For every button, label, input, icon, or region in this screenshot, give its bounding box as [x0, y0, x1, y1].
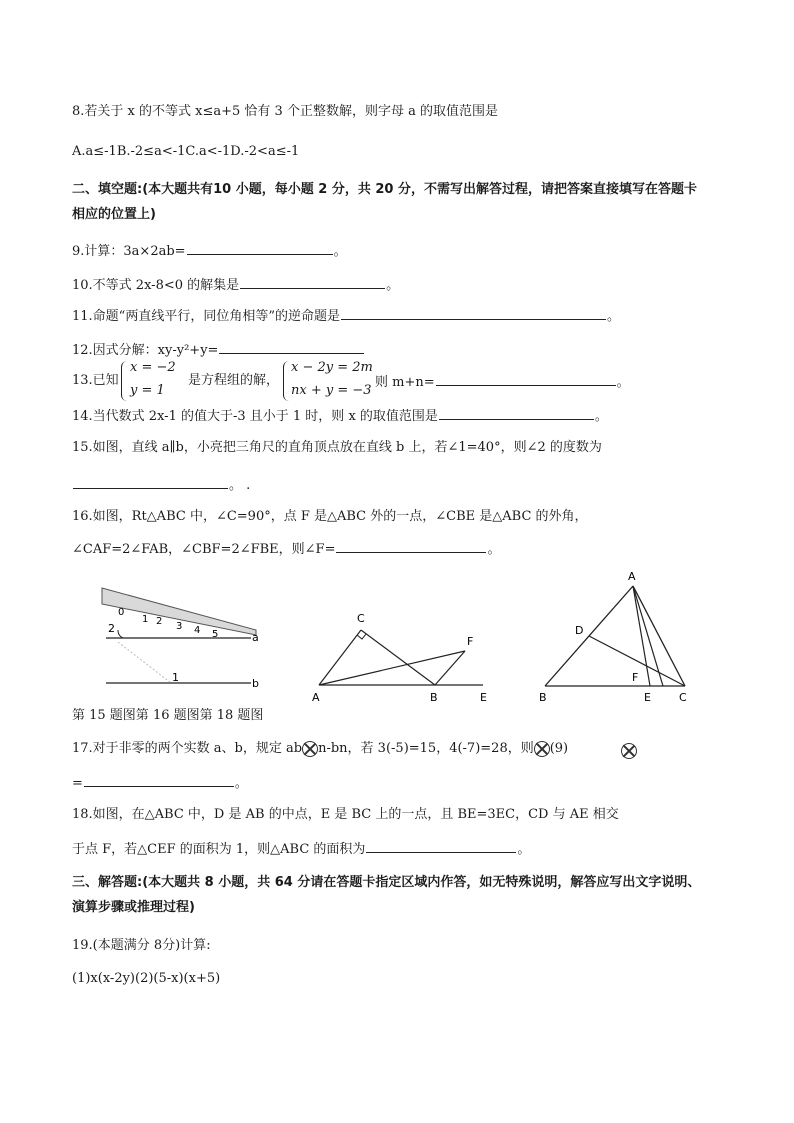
q9-suffix: 。: [333, 244, 347, 259]
fig15-label-b: b: [252, 677, 259, 690]
q17-line2: [72, 773, 248, 793]
section3-heading-line1: 三、解答题:(本大题共 8 小题，共 64 分请在答题卡指定区域内作答，如无特殊说明，解答应写出文字说明、: [72, 875, 701, 890]
q13-brace-1: [121, 361, 128, 401]
fig15-mark-4: 4: [194, 625, 201, 636]
q12-text: 12.因式分解：xy-y²+y=: [72, 343, 219, 358]
q13-prefix: 13.已知: [72, 373, 119, 388]
q17-answer-blank[interactable]: [84, 773, 234, 787]
fig16-label-C: C: [357, 612, 365, 625]
fig15-mark-1: 1: [142, 614, 149, 625]
q16-line2: [72, 539, 501, 559]
q13-sys1-eq1: x = −2: [130, 360, 176, 375]
q17-text-a: 17.对于非零的两个实数 a、b，规定 ab: [72, 741, 303, 756]
q17-suffix: 。: [234, 776, 248, 791]
fig16-side-CB: [361, 630, 435, 685]
section2-heading-line1: 二、填空题:(本大题共有10 小题，每小题 2 分，共 20 分，不需写出解答过程，请把答案直接填写在答题卡: [72, 182, 697, 197]
q15-answer-blank[interactable]: [73, 475, 228, 489]
fig15-mark-3: 3: [176, 621, 183, 632]
q16-answer-blank[interactable]: [336, 539, 486, 553]
q19-items: (1)x(x-2y)(2)(5-x)(x+5): [72, 971, 221, 986]
q16-suffix: 。: [487, 542, 501, 557]
fig16-label-A: A: [312, 691, 320, 704]
q15-suffix: 。 .: [229, 478, 251, 493]
fig16-line-BF: [435, 651, 465, 685]
q13-middle: 是方程组的解，: [188, 373, 280, 388]
q10-text: 10.不等式 2x-8<0 的解集是: [72, 278, 240, 293]
fig18-label-D: D: [575, 624, 584, 637]
q11: [72, 306, 620, 326]
section3-heading-line2: 演算步骤或推理过程): [72, 900, 195, 915]
fig15-label-a: a: [252, 631, 259, 644]
q13-sys1-eq2: y = 1: [130, 383, 165, 398]
fig18-label-F: F: [632, 671, 639, 684]
q9: [72, 241, 347, 261]
fig15-angle2-arc: [118, 630, 123, 638]
q17-equals: =: [72, 776, 83, 791]
q14-suffix: 。: [594, 409, 608, 424]
section2-heading-line2: 相应的位置上): [72, 207, 156, 222]
q13-tail-text: 则 m+n=: [375, 375, 435, 390]
q11-text: 11.命题“两直线平行，同位角相等”的逆命题是: [72, 309, 340, 324]
fig15-mark-0: 0: [118, 607, 125, 618]
q17-text-c: (9): [549, 741, 569, 756]
fig15-mark-2: 2: [156, 616, 163, 627]
q9-text: 9.计算：3a×2ab=: [72, 244, 186, 259]
q18-line2: [72, 839, 530, 859]
q17-text-b: n-bn，若 3(-5)=15，4(-7)=28，则: [318, 741, 534, 756]
fig15-mark-5: 5: [212, 629, 219, 640]
fig16-label-B: B: [430, 691, 438, 704]
q12: [72, 340, 365, 360]
otimes-icon: [302, 741, 318, 757]
fig18-label-E: E: [644, 691, 651, 704]
otimes-icon: [534, 741, 550, 757]
q18-line1: 18.如图，在△ABC 中，D 是 AB 的中点，E 是 BC 上的一点，且 BE=3EC，CD 与 AE 相交: [72, 807, 619, 822]
fig15-triangle-edge: [118, 642, 171, 683]
q13-suffix: 。: [616, 375, 630, 390]
fig16-label-E: E: [480, 691, 487, 704]
q10: [72, 275, 399, 295]
q10-answer-blank[interactable]: [240, 275, 385, 289]
figure-16: [303, 605, 498, 705]
q15-answer: [72, 475, 250, 495]
q8-text: 8.若关于 x 的不等式 x≤a+5 恰有 3 个正整数解，则字母 a 的取值范围是: [72, 104, 498, 119]
q11-suffix: 。: [606, 309, 620, 324]
q14-text: 14.当代数式 2x-1 的值大于-3 且小于 1 时，则 x 的取值范围是: [72, 409, 438, 424]
figure-18: [535, 568, 695, 706]
otimes-icon: [621, 743, 637, 759]
fig16-label-F: F: [467, 635, 474, 648]
q14-answer-blank[interactable]: [439, 406, 594, 420]
figure-15: [96, 580, 266, 695]
q12-answer-blank[interactable]: [219, 340, 364, 354]
q8-options: A.a≤-1B.-2≤a<-1C.a<-1D.-2<a≤-1: [72, 144, 300, 159]
q18-line2-text: 于点 F，若△CEF 的面积为 1，则△ABC 的面积为: [72, 842, 366, 857]
q11-answer-blank[interactable]: [341, 306, 606, 320]
fig15-angle2-label: 2: [108, 622, 115, 635]
q15-text: 15.如图，直线 a∥b，小亮把三角尺的直角顶点放在直线 b 上，若∠1=40°，则∠2 的度数为: [72, 440, 602, 455]
q13-sys2-eq1: x − 2y = 2m: [291, 360, 373, 375]
q17-line1: [72, 740, 568, 758]
q13-tail: [375, 372, 630, 392]
fig18-label-B: B: [539, 691, 547, 704]
q18-suffix: 。: [517, 842, 531, 857]
fig18-label-C: C: [679, 691, 687, 704]
q13-brace-2: [283, 361, 290, 401]
q13-sys2-eq2: nx + y = −3: [291, 383, 372, 398]
q9-answer-blank[interactable]: [187, 241, 333, 255]
q16-line1: 16.如图，Rt△ABC 中，∠C=90°，点 F 是△ABC 外的一点，∠CBE 是△ABC 的外角，: [72, 509, 588, 524]
fig16-right-angle-mark: [357, 634, 366, 639]
fig15-angle1-label: 1: [172, 671, 179, 684]
q10-suffix: 。: [386, 278, 400, 293]
q19-title: 19.(本题满分 8分)计算:: [72, 938, 211, 953]
q18-answer-blank[interactable]: [366, 839, 516, 853]
figure-caption: 第 15 题图第 16 题图第 18 题图: [72, 708, 264, 723]
q16-line2-text: ∠CAF=2∠FAB，∠CBF=2∠FBE，则∠F=: [72, 542, 336, 557]
q13-answer-blank[interactable]: [436, 372, 616, 386]
fig18-label-A: A: [628, 570, 636, 583]
q14: [72, 406, 608, 426]
